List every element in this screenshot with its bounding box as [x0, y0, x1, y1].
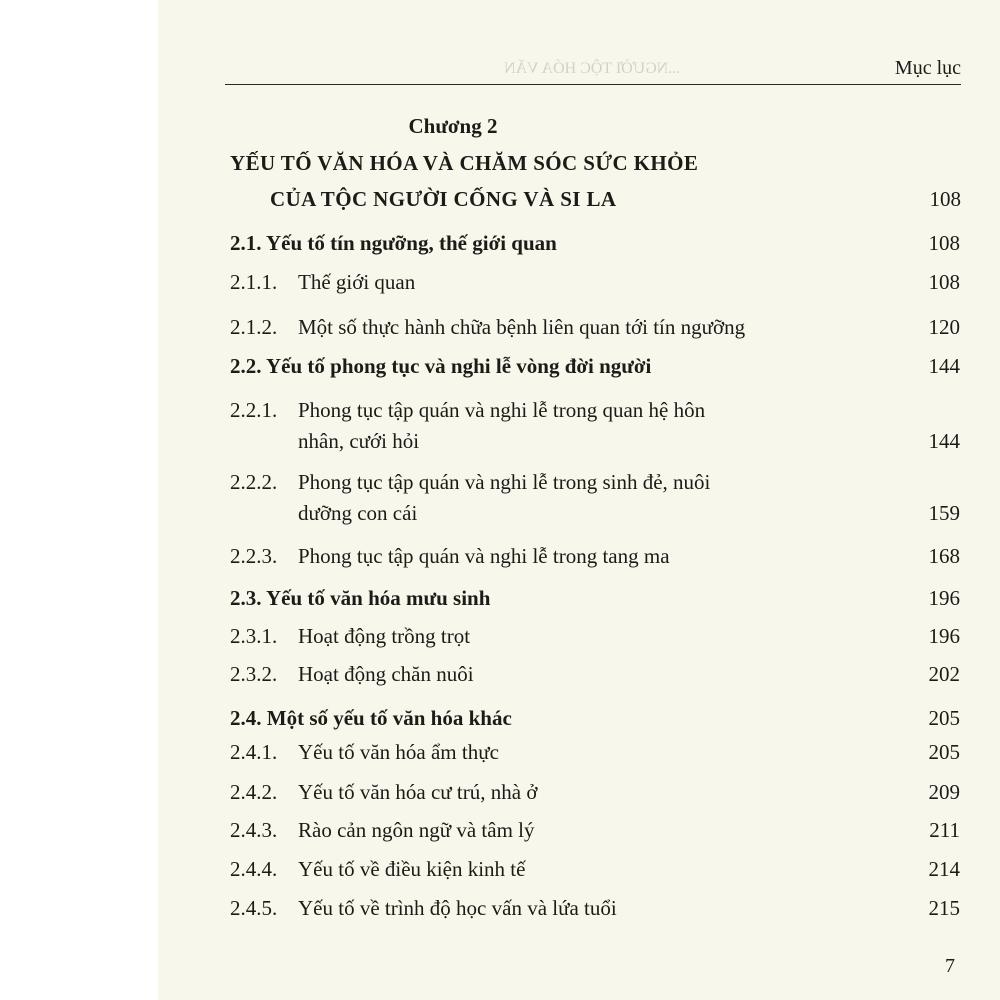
toc-number: 2.1.: [230, 231, 262, 255]
toc-page: 205: [928, 740, 960, 764]
toc-text: Hoạt động chăn nuôi: [298, 662, 474, 686]
toc-text: Yếu tố về trình độ học vấn và lứa tuổi: [298, 896, 617, 920]
toc-page: 202: [928, 662, 960, 686]
toc-number: 2.1.1.: [230, 270, 278, 294]
toc-entry: [230, 583, 960, 614]
toc-entry: [230, 621, 960, 652]
toc-entry: [230, 467, 960, 529]
toc-page: 214: [928, 857, 960, 881]
chapter-title-line2: CỦA TỘC NGƯỜI CỐNG VÀ SI LA: [270, 187, 617, 211]
toc-entry: [230, 659, 960, 690]
toc-text: Thế giới quan: [298, 270, 416, 294]
toc-number: 2.3.2.: [230, 662, 278, 686]
toc-page: 144: [928, 429, 960, 453]
toc-entry: [230, 351, 960, 382]
toc-number: 2.4.4.: [230, 857, 278, 881]
toc-text-continued: dưỡng con cái: [298, 501, 418, 525]
toc-entry: [230, 777, 960, 808]
toc-page: 120: [928, 315, 960, 339]
toc-text: Yếu tố tín ngưỡng, thế giới quan: [265, 231, 557, 255]
book-page: [158, 0, 1000, 1000]
toc-page: 205: [928, 706, 960, 730]
toc-number: 2.4.1.: [230, 740, 278, 764]
toc-entry: [230, 267, 960, 298]
toc-page: 159: [928, 501, 960, 525]
toc-text: Yếu tố văn hóa mưu sinh: [265, 586, 491, 610]
toc-number: 2.4.2.: [230, 780, 278, 804]
chapter-label: Chương 2: [408, 114, 498, 138]
toc-text: Yếu tố về điều kiện kinh tế: [298, 857, 526, 881]
toc-text: Phong tục tập quán và nghi lễ trong quan hệ hôn: [298, 398, 706, 422]
toc-entry: [230, 893, 960, 924]
toc-text: Yếu tố văn hóa cư trú, nhà ở: [298, 780, 538, 804]
toc-number: 2.4.: [230, 706, 262, 730]
toc-text: Yếu tố văn hóa ẩm thực: [298, 740, 499, 764]
toc-entry: [230, 854, 960, 885]
toc-text: Yếu tố phong tục và nghi lễ vòng đời người: [265, 354, 652, 378]
toc-page: 196: [928, 624, 960, 648]
header-rule: [225, 84, 961, 85]
toc-entry: [230, 737, 960, 768]
toc-number: 2.2.: [230, 354, 262, 378]
toc-number: 2.2.3.: [230, 544, 278, 568]
toc-entry: [230, 228, 960, 259]
toc-text: Một số yếu tố văn hóa khác: [266, 706, 512, 730]
toc-number: 2.4.5.: [230, 896, 278, 920]
toc-number: 2.2.2.: [230, 470, 278, 494]
toc-text: Phong tục tập quán và nghi lễ trong tang ma: [298, 544, 670, 568]
toc-page: 108: [928, 231, 960, 255]
toc-entry: [230, 703, 960, 734]
chapter-page-number: 108: [929, 187, 961, 211]
toc-page: 144: [928, 354, 960, 378]
bleed-through-text: ...NGƯỜI TỘC HÓA VĂN: [504, 60, 681, 77]
toc-entry: [230, 541, 960, 572]
toc-page: 215: [928, 896, 960, 920]
toc-number: 2.4.3.: [230, 818, 278, 842]
toc-entry: [230, 312, 960, 343]
toc-text: Một số thực hành chữa bệnh liên quan tới tín ngưỡng: [298, 315, 746, 339]
toc-page: 168: [928, 544, 960, 568]
toc-page: 196: [928, 586, 960, 610]
toc-number: 2.3.: [230, 586, 262, 610]
toc-text-continued: nhân, cưới hỏi: [298, 429, 420, 453]
toc-page: 108: [928, 270, 960, 294]
toc-number: 2.3.1.: [230, 624, 278, 648]
toc-number: 2.2.1.: [230, 398, 278, 422]
toc-entry: [230, 395, 960, 457]
page-number: 7: [945, 955, 955, 977]
toc-text: Rào cản ngôn ngữ và tâm lý: [298, 818, 535, 842]
toc-text: Phong tục tập quán và nghi lễ trong sinh đẻ, nuôi: [298, 470, 711, 494]
toc-entry: [230, 815, 960, 846]
toc-page: 211: [929, 818, 960, 842]
toc-number: 2.1.2.: [230, 315, 278, 339]
toc-text: Hoạt động trồng trọt: [298, 624, 471, 648]
toc-page: 209: [928, 780, 960, 804]
running-header: Mục lục: [894, 57, 961, 79]
chapter-title-line1: YẾU TỐ VĂN HÓA VÀ CHĂM SÓC SỨC KHỎE: [230, 151, 699, 175]
